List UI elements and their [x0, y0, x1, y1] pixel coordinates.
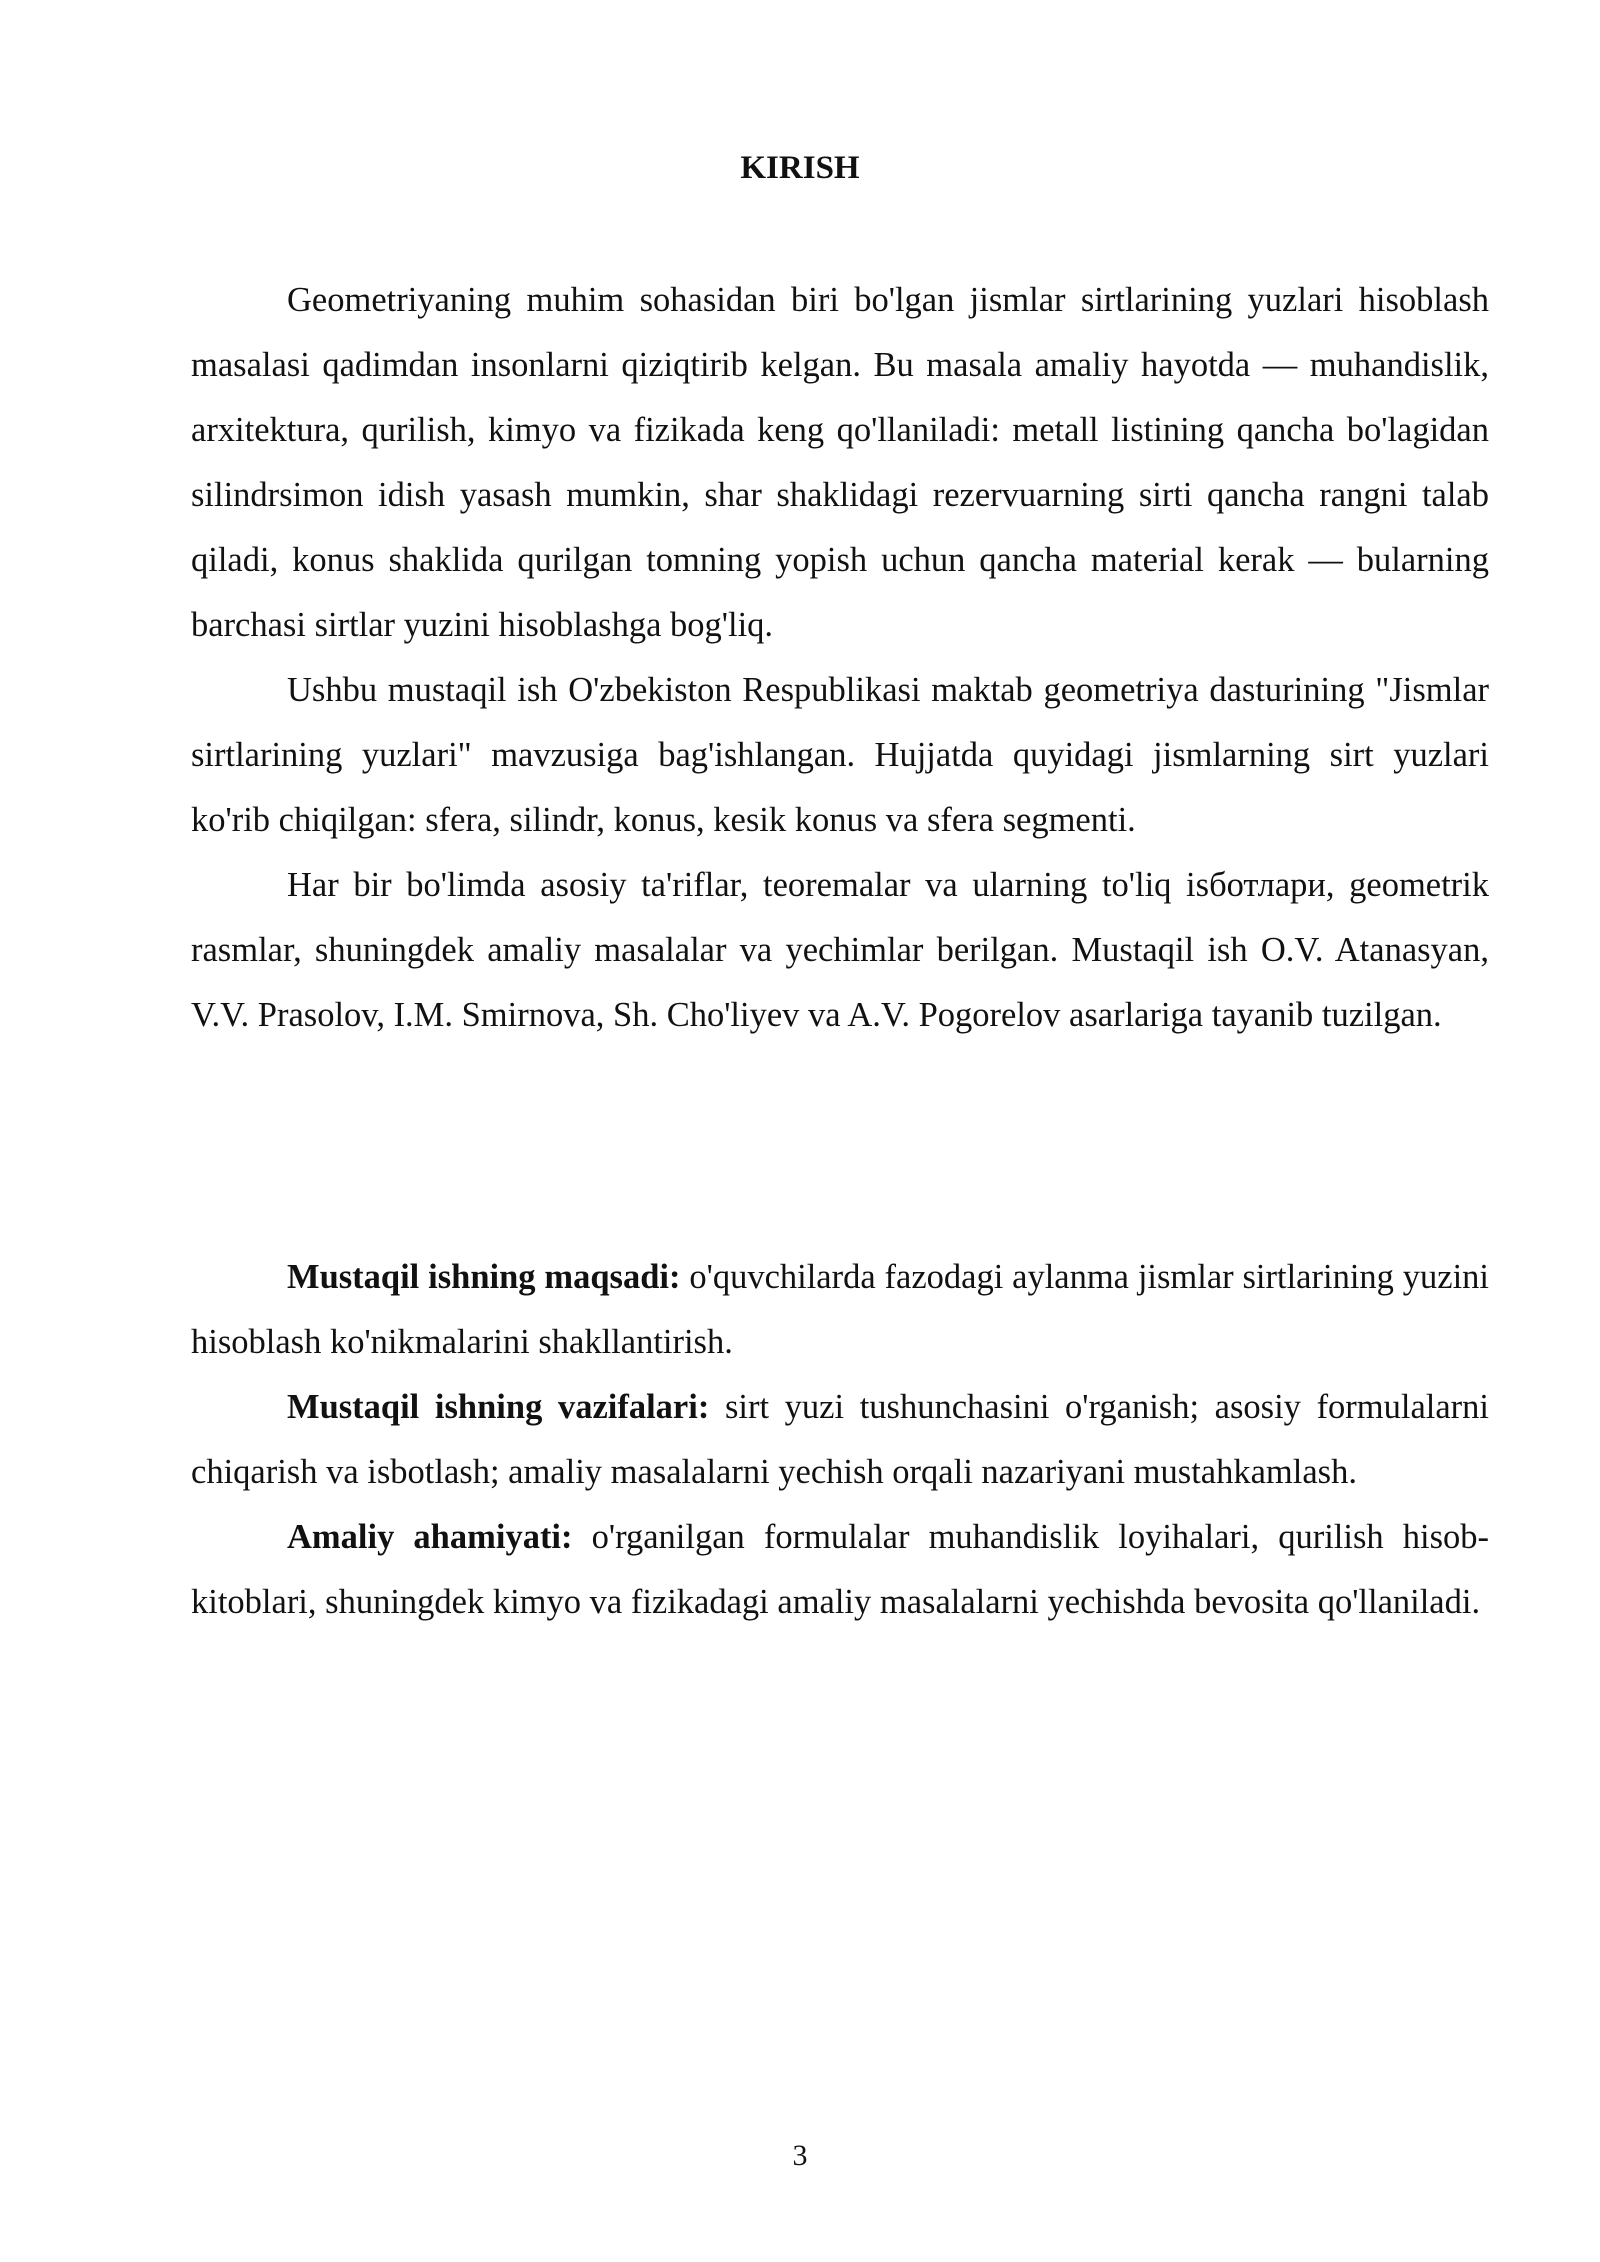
- goal-text: o'quvchilarda fazodagi aylanma jismlar sirtlarining yuzini hisoblash ko'nikmalarini shakllantirish.: [191, 1258, 1489, 1361]
- significance-paragraph: [191, 1505, 1489, 1635]
- intro-paragraph-3: Har bir bo'limda asosiy ta'riflar, teoremalar va ularning to'liq isботлари, geometrik rasmlar, shuningdek amaliy masalalar va yechimlar berilgan. Mustaqil ish O.V. Atanasyan, V.V. Prasolov, I.M. Smirnova, Sh. Cho'liyev va A.V. Pogorelov asarlariga tayanib tuzilgan.: [191, 866, 1489, 1034]
- significance-text: o'rganilgan formulalar muhandislik loyihalari, qurilish hisob-kitoblari, shuningdek kimyo va fizikadagi amaliy masalalarni yechishda bevosita qo'llaniladi.: [191, 1518, 1489, 1621]
- goals-section: [191, 1245, 1489, 1635]
- intro-paragraph-1: Geometriyaning muhim sohasidan biri bo'lgan jismlar sirtlarining yuzlari hisoblash masalasi qadimdan insonlarni qiziqtirib kelgan. Bu masala amaliy hayotda — muhandislik, arxitektura, qurilish, kimyo va fizikada keng qo'llaniladi: metall listining qancha bo'lagidan silindrsimon idish yasash mumkin, shar shaklidagi rezervuarning sirti qancha rangni talab qiladi, konus shaklida qurilgan tomning yopish uchun qancha material kerak — bularning barchasi sirtlar yuzini hisoblashga bog'liq.: [191, 281, 1489, 644]
- page-heading: KIRISH: [740, 150, 860, 186]
- significance-label: Amaliy ahamiyati:: [287, 1518, 573, 1556]
- page-number: 3: [792, 2139, 808, 2172]
- tasks-paragraph: [191, 1375, 1489, 1505]
- goal-label: Mustaqil ishning maqsadi:: [287, 1258, 681, 1296]
- tasks-text: sirt yuzi tushunchasini o'rganish; asosiy formulalarni chiqarish va isbotlash; amaliy masalalarni yechish orqali nazariyani mustahkamlash.: [191, 1388, 1489, 1491]
- intro-paragraph-2: Ushbu mustaqil ish O'zbekiston Respublikasi maktab geometriya dasturining "Jismlar sirtlarining yuzlari" mavzusiga bag'ishlangan. Hujjatda quyidagi jismlarning sirt yuzlari ko'rib chiqilgan: sfera, silindr, konus, kesik konus va sfera segmenti.: [191, 671, 1489, 839]
- goal-paragraph: [191, 1245, 1489, 1375]
- intro-section: [191, 268, 1489, 1048]
- tasks-label: Mustaqil ishning vazifalari:: [287, 1388, 710, 1426]
